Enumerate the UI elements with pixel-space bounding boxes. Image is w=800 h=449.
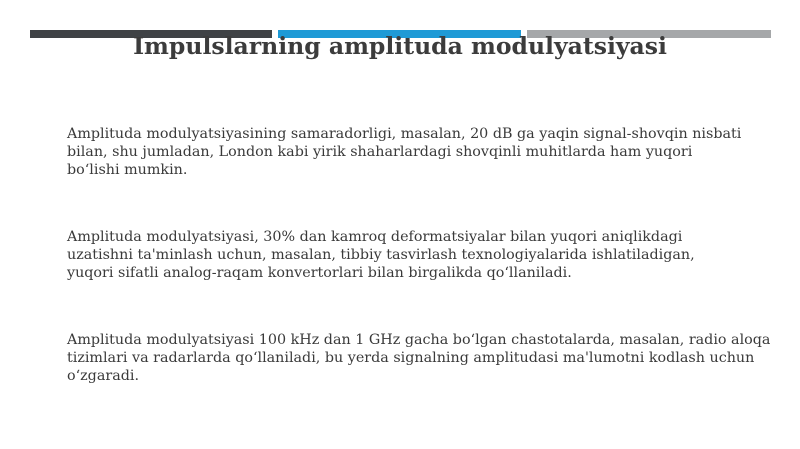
paragraph-precision: Amplituda modulyatsiyasi, 30% dan kamroq deformatsiyalar bilan yuqori aniqlikdagi uzatishni ta'minlash uchun, masalan, tibbiy tasvirlash texnologiyalarida ishlatiladigan, yuqori sifatli analog-raqam konvertorlari bilan birgalikda qo‘llaniladi. <box>67 229 695 281</box>
paragraph-snr: Amplituda modulyatsiyasining samaradorligi, masalan, 20 dB ga yaqin signal-shovqin nisbati bilan, shu jumladan, London kabi yirik shaharlardagi shovqinli muhitlarda ham yuqori bo‘lishi mumkin. <box>67 126 742 178</box>
slide-title: Impulslarning amplituda modulyatsiyasi <box>133 32 667 60</box>
paragraph-frequency: Amplituda modulyatsiyasi 100 kHz dan 1 GHz gacha bo‘lgan chastotalarda, masalan, radio aloqa tizimlari va radarlarda qo‘llaniladi, bu yerda signalning amplitudasi ma'lumotni kodlash uchun o‘zgaradi. <box>67 332 771 384</box>
